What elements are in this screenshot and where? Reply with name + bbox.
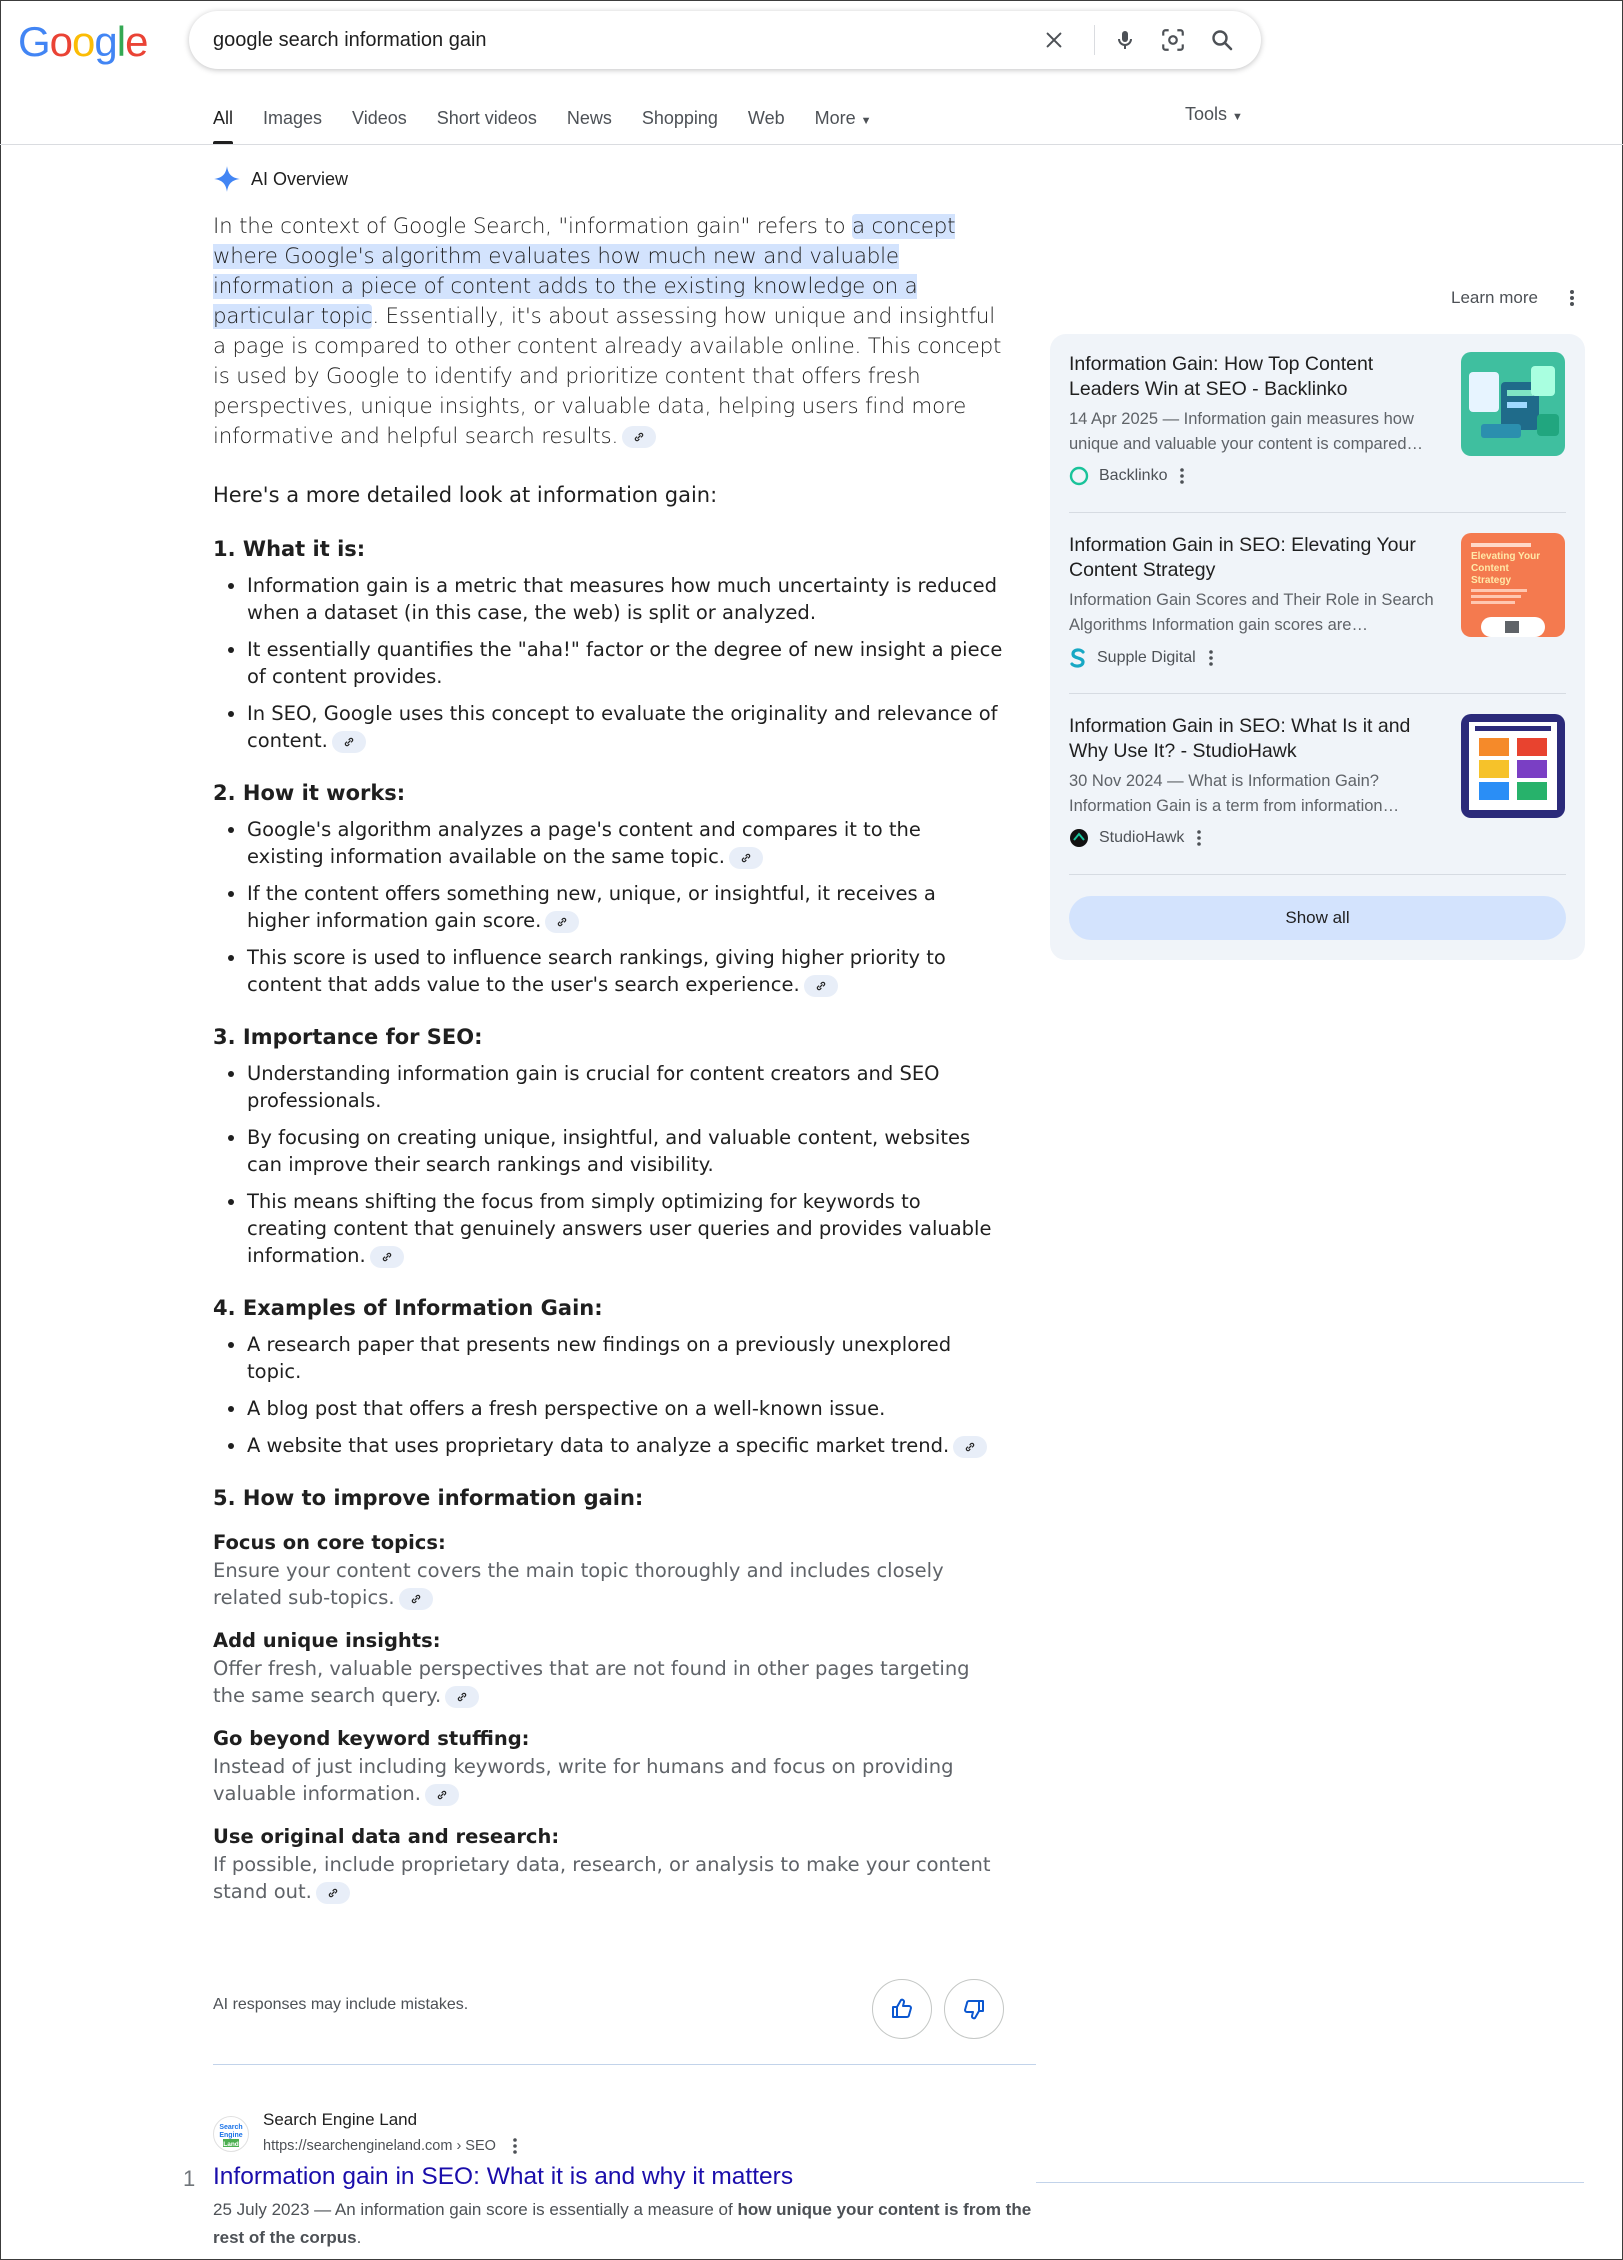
lead-text-pre: In the context of Google Search, "information gain" refers to (213, 214, 852, 239)
source-card-thumbnail (1461, 352, 1565, 456)
tab-shopping[interactable]: Shopping (641, 108, 718, 128)
list-item-text: Understanding information gain is crucial for content creators and SEO professionals. (247, 1062, 940, 1112)
source-card-snippet: 14 Apr 2025 — Information gain measures how unique and valuable your content is compared… (1069, 410, 1424, 453)
tab-videos[interactable]: Videos (352, 108, 407, 128)
link-icon[interactable] (545, 911, 579, 933)
bullet-list (213, 1060, 1003, 1269)
list-item (247, 1060, 1003, 1114)
link-icon[interactable] (316, 1882, 350, 1904)
site-favicon[interactable] (213, 2116, 249, 2152)
thumbs-up-button[interactable] (872, 1979, 932, 2039)
improve-item-title: Add unique insights: (213, 1629, 441, 1652)
result-snippet-bold: how unique your content is from the rest of the corpus (213, 2200, 1032, 2247)
source-card-title[interactable]: Information Gain: How Top Content Leaders Win at SEO - Backlinko (1069, 353, 1374, 400)
section-heading: 1. What it is: (213, 537, 366, 561)
tab-news[interactable]: News (566, 108, 612, 128)
result-snippet-pre: 25 July 2023 — An information gain score is essentially a measure of (213, 2200, 738, 2219)
section-heading: 5. How to improve information gain: (213, 1486, 644, 1510)
list-item-text: A website that uses proprietary data to analyze a specific market trend. (247, 1434, 950, 1457)
result-title-link[interactable]: Information gain in SEO: What it is and why it matters (213, 2163, 794, 2190)
section-heading: 3. Importance for SEO: (213, 1025, 483, 1049)
list-item-text: By focusing on creating unique, insightful, and valuable content, websites can improve their search rankings and visibility. (247, 1126, 971, 1176)
supple-digital-logo-icon (1069, 647, 1087, 669)
sources-panel (1050, 334, 1585, 960)
ai-overview-content (213, 212, 1003, 1905)
list-item-text: This means shifting the focus from simply optimizing for keywords to creating content that genuinely answers user queries and provides valuable information. (247, 1190, 992, 1267)
list-item-text: A blog post that offers a fresh perspective on a well-known issue. (247, 1397, 886, 1420)
source-card-thumbnail (1461, 714, 1565, 818)
result-rank-number: 1 (183, 2166, 196, 2191)
lead-highlight[interactable]: a concept where Google's algorithm evaluates how much new and valuable information a piece of content adds to the existing knowledge on a particular topic (213, 214, 956, 329)
svg-text:Content: Content (1471, 563, 1509, 574)
link-icon[interactable] (445, 1686, 479, 1708)
more-options-icon[interactable] (510, 2136, 520, 2156)
tab-more[interactable] (815, 104, 872, 144)
improve-item-title: Go beyond keyword stuffing: (213, 1727, 530, 1750)
bullet-list (213, 1331, 1003, 1459)
improve-item-text (213, 1753, 1003, 1807)
tab-short-videos[interactable]: Short videos (436, 108, 537, 128)
header-divider (0, 144, 1623, 145)
source-name: StudioHawk (1099, 829, 1185, 846)
search-divider (1094, 25, 1095, 55)
microphone-icon[interactable] (1110, 25, 1140, 55)
list-item-text: If the content offers something new, unique, or insightful, it receives a higher information gain score. (247, 882, 936, 932)
source-card-thumbnail (1461, 533, 1565, 637)
list-item-text: A research paper that presents new findings on a previously unexplored topic. (247, 1333, 952, 1383)
improve-item-text (213, 1557, 1003, 1611)
tools-button[interactable] (1185, 104, 1243, 125)
list-item (247, 1188, 1003, 1269)
link-icon[interactable] (332, 731, 366, 753)
list-item-text: This score is used to influence search rankings, giving higher priority to content that adds value to the user's search experience. (247, 946, 946, 996)
sidebar-divider (1036, 2182, 1584, 2183)
more-options-icon[interactable] (1194, 828, 1204, 848)
ai-intro2: Here's a more detailed look at information gain: (213, 483, 718, 507)
list-item (247, 944, 1003, 998)
ai-overview-label: AI Overview (251, 168, 349, 189)
more-options-icon[interactable] (1177, 466, 1187, 486)
list-item (247, 1432, 1003, 1459)
show-all-button[interactable]: Show all (1069, 896, 1566, 940)
source-card-snippet: Information Gain Scores and Their Role in Search Algorithms Information gain scores are… (1069, 591, 1434, 634)
link-icon[interactable] (953, 1436, 987, 1458)
improve-item-text-content: Ensure your content covers the main topic thoroughly and includes closely related sub-topics. (213, 1559, 944, 1609)
source-card-title[interactable]: Information Gain in SEO: Elevating Your Content Strategy (1069, 534, 1416, 581)
svg-text:Elevating Your: Elevating Your (1471, 551, 1541, 562)
list-item (247, 1395, 1003, 1422)
improve-item-text (213, 1655, 1003, 1709)
link-icon[interactable] (370, 1246, 404, 1268)
svg-text:Search: Search (219, 2124, 243, 2131)
tab-web[interactable]: Web (747, 108, 785, 128)
more-options-icon[interactable] (1206, 648, 1216, 668)
section-heading: 2. How it works: (213, 781, 406, 805)
svg-text:Land: Land (223, 2141, 239, 2148)
improve-item-title: Focus on core topics: (213, 1531, 446, 1554)
improve-item-text-content: Instead of just including keywords, write for humans and focus on providing valuable information. (213, 1755, 954, 1805)
source-card-backlinko[interactable] (1069, 352, 1566, 502)
source-name: Supple Digital (1097, 649, 1196, 666)
list-item-text: In SEO, Google uses this concept to evaluate the originality and relevance of content. (247, 702, 998, 752)
improve-list (213, 1529, 1003, 1905)
link-icon[interactable] (729, 847, 763, 869)
link-icon[interactable] (425, 1784, 459, 1806)
result-url[interactable] (263, 2136, 520, 2156)
more-options-icon[interactable] (1566, 286, 1578, 315)
card-divider (1069, 693, 1566, 694)
caret-down-icon: ▼ (860, 115, 872, 127)
improve-item-title: Use original data and research: (213, 1825, 560, 1848)
list-item (247, 816, 1003, 870)
link-icon[interactable] (804, 975, 838, 997)
tools-label: Tools (1185, 104, 1228, 124)
list-item-text: Google's algorithm analyzes a page's content and compares it to the existing information available on the same topic. (247, 818, 921, 868)
tab-images[interactable]: Images (263, 108, 323, 128)
section-heading: 4. Examples of Information Gain: (213, 1296, 603, 1320)
caret-down-icon: ▼ (1232, 111, 1243, 123)
ai-overview-divider (213, 2064, 1036, 2065)
source-card-source[interactable] (1069, 647, 1216, 669)
list-item (247, 636, 1003, 690)
source-card-source[interactable] (1069, 466, 1187, 486)
lead-text-post: . Essentially, it's about assessing how unique and insightful a page is compared to other content already available online. This concept is used by Google to identify and prioritize content that offers fresh perspectives, unique insights, or valuable data, helping users find more informative and helpful search results. (213, 304, 1002, 449)
card-divider (1069, 874, 1566, 875)
lens-camera-icon[interactable] (1158, 25, 1188, 55)
search-icon[interactable] (1207, 25, 1237, 55)
thumbs-up-icon (890, 1997, 914, 2021)
ai-overview-header (213, 165, 348, 193)
list-item (247, 572, 1003, 626)
search-tabs (213, 104, 902, 144)
list-item-text: It essentially quantifies the "aha!" factor or the degree of new insight a piece of content provides. (247, 638, 1003, 688)
list-item (247, 880, 1003, 934)
ai-sections (213, 534, 1003, 1459)
improve-item-text (213, 1851, 1003, 1905)
tab-all[interactable]: All (213, 104, 233, 144)
link-icon[interactable] (622, 426, 656, 448)
result-snippet (213, 2196, 1033, 2252)
google-logo[interactable]: Google (18, 18, 148, 65)
list-item (247, 1331, 1003, 1385)
clear-icon[interactable] (1039, 25, 1069, 55)
list-item (247, 1124, 1003, 1178)
source-card-title[interactable]: Information Gain in SEO: What Is it and Why Use It? - StudioHawk (1069, 715, 1411, 762)
result-site-name[interactable]: Search Engine Land (263, 2110, 418, 2129)
result-snippet-post: . (356, 2228, 362, 2247)
studiohawk-logo-icon (1069, 828, 1089, 848)
list-item (247, 700, 1003, 754)
ai-lead-paragraph (213, 212, 1003, 452)
thumbs-down-icon (962, 1997, 986, 2021)
list-item-text: Information gain is a metric that measures how much uncertainty is reduced when a dataset (in this case, the web) is split or analyzed. (247, 574, 997, 624)
source-card-supple-digital[interactable] (1069, 533, 1566, 683)
link-icon[interactable] (399, 1588, 433, 1610)
card-divider (1069, 512, 1566, 513)
bullet-list (213, 572, 1003, 754)
source-card-source[interactable] (1069, 828, 1204, 848)
svg-text:Engine: Engine (219, 2132, 243, 2139)
learn-more-link[interactable]: Learn more (1451, 288, 1538, 307)
bullet-list (213, 816, 1003, 998)
gemini-sparkle-icon (213, 165, 241, 193)
source-name: Backlinko (1099, 467, 1168, 484)
thumbs-down-button[interactable] (944, 1979, 1004, 2039)
backlinko-logo-icon (1069, 466, 1089, 486)
search-input[interactable] (213, 11, 1033, 69)
source-card-snippet: 30 Nov 2024 — What is Information Gain? Information Gain is a term from information… (1069, 772, 1400, 815)
search-box (189, 11, 1261, 69)
tab-more-label: More (814, 108, 856, 128)
result-url-text: https://searchengineland.com › SEO (263, 2138, 496, 2154)
improve-item-text-content: If possible, include proprietary data, research, or analysis to make your content stand out. (213, 1853, 991, 1903)
ai-disclaimer: AI responses may include mistakes. (213, 1996, 469, 2013)
improve-item-text-content: Offer fresh, valuable perspectives that are not found in other pages targeting the same search query. (213, 1657, 970, 1707)
source-card-studiohawk[interactable] (1069, 714, 1566, 864)
svg-text:Strategy: Strategy (1471, 575, 1512, 586)
